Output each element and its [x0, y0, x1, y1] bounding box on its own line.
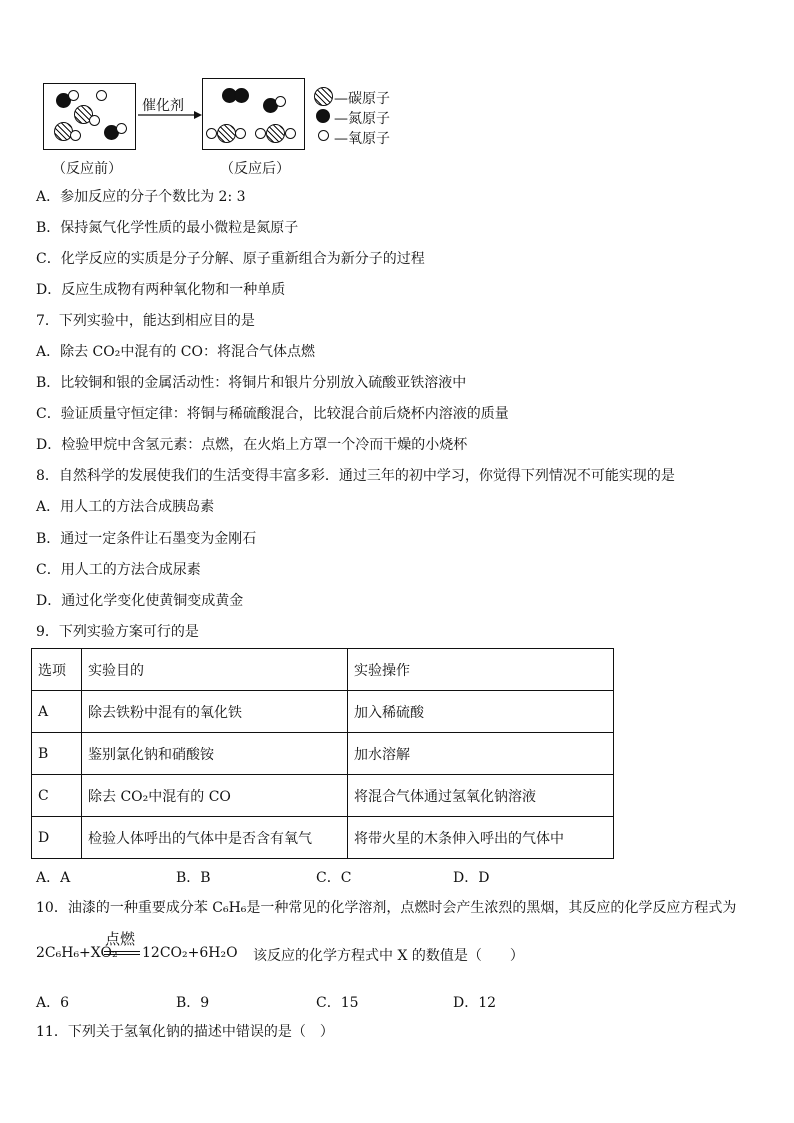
q7-option-a: A．除去 CO₂中混有的 CO：将混合气体点燃 [36, 344, 316, 360]
table-row [32, 817, 614, 859]
table-cell: 除去铁粉中混有的氧化铁 [82, 691, 348, 733]
carbon-atom-legend-icon [314, 87, 333, 106]
arrow-label: 催化剂 [142, 98, 184, 114]
q8-stem: 8．自然科学的发展使我们的生活变得丰富多彩．通过三年的初中学习，你觉得下列情况不可能实现的是 [36, 468, 675, 484]
q7-option-c: C．验证质量守恒定律：将铜与稀硫酸混合，比较混合前后烧杯内溶液的质量 [36, 406, 509, 422]
q7-option-b: B．比较铜和银的金属活动性：将铜片和银片分别放入硫酸亚铁溶液中 [36, 375, 467, 391]
table-cell: 鉴别氯化钠和硝酸铵 [82, 733, 348, 775]
q10-choice-c: C．15 [316, 995, 359, 1011]
table-cell: 将混合气体通过氢氧化钠溶液 [348, 775, 614, 817]
q10-stem: 10．油漆的一种重要成分苯 C₆H₆是一种常见的化学溶剂，点燃时会产生浓烈的黑烟，其反应的化学反应方程式为 [36, 900, 737, 916]
oxygen-atom [68, 90, 79, 101]
arrow-icon [138, 110, 202, 120]
q11-stem: 11．下列关于氢氧化钠的描述中错误的是（ ） [36, 1024, 334, 1040]
q9-choice-d: D．D [453, 870, 490, 886]
q9-choice-a: A．A [36, 870, 71, 886]
oxygen-atom [235, 128, 246, 139]
oxygen-atom [116, 123, 127, 134]
q6-option-a: A．参加反应的分子个数比为 2: 3 [36, 189, 246, 205]
q6-option-c: C．化学反应的实质是分子分解、原子重新组合为新分子的过程 [36, 251, 425, 267]
equation-reactants: 2C₆H₆+XO₂ [36, 945, 118, 961]
legend-carbon: —碳原子 [334, 91, 390, 107]
q9-table [31, 648, 614, 859]
q9-choice-c: C．C [316, 870, 352, 886]
oxygen-atom [70, 130, 81, 141]
table-header-row [32, 649, 614, 691]
reaction-condition: 点燃 [105, 930, 136, 948]
q10-choice-b: B．9 [176, 995, 210, 1011]
q10-choice-a: A．6 [36, 995, 70, 1011]
oxygen-atom [96, 90, 107, 101]
oxygen-atom-legend-icon [318, 130, 329, 141]
table-cell: 加入稀硫酸 [348, 691, 614, 733]
table-header-cell: 实验操作 [348, 649, 614, 691]
table-cell: B [32, 733, 82, 775]
table-cell: A [32, 691, 82, 733]
q8-option-b: B．通过一定条件让石墨变为金刚石 [36, 531, 257, 547]
oxygen-atom [89, 115, 100, 126]
table-cell: 加水溶解 [348, 733, 614, 775]
legend-oxygen: —氧原子 [334, 131, 390, 147]
table-cell: D [32, 817, 82, 859]
oxygen-atom [206, 128, 217, 139]
q10-tail: 该反应的化学方程式中 X 的数值是（ ） [253, 948, 524, 964]
q6-option-d: D．反应生成物有两种氧化物和一种单质 [36, 282, 286, 298]
q6-option-b: B．保持氮气化学性质的最小微粒是氮原子 [36, 220, 299, 236]
table-header-cell: 实验目的 [82, 649, 348, 691]
after-reaction-box [202, 78, 305, 150]
table-cell: 将带火星的木条伸入呼出的气体中 [348, 817, 614, 859]
legend-nitrogen: —氮原子 [334, 111, 390, 127]
oxygen-atom [275, 96, 286, 107]
after-caption: （反应后） [220, 161, 290, 177]
table-row [32, 733, 614, 775]
oxygen-atom [285, 128, 296, 139]
before-reaction-box [43, 83, 136, 150]
q9-stem: 9．下列实验方案可行的是 [36, 624, 199, 640]
table-cell: C [32, 775, 82, 817]
table-cell: 检验人体呼出的气体中是否含有氧气 [82, 817, 348, 859]
q10-choice-d: D．12 [453, 995, 497, 1011]
q8-option-a: A．用人工的方法合成胰岛素 [36, 499, 215, 515]
table-row [32, 775, 614, 817]
q7-stem: 7．下列实验中，能达到相应目的是 [36, 313, 255, 329]
table-cell: 除去 CO₂中混有的 CO [82, 775, 348, 817]
equals-bar [104, 954, 140, 955]
q8-option-c: C．用人工的方法合成尿素 [36, 562, 201, 578]
before-caption: （反应前） [52, 161, 122, 177]
equation-products: 12CO₂+6H₂O [142, 945, 238, 961]
carbon-atom [266, 124, 285, 143]
q8-option-d: D．通过化学变化使黄铜变成黄金 [36, 593, 244, 609]
oxygen-atom [255, 128, 266, 139]
equals-bar [104, 951, 140, 952]
nitrogen-atom-legend-icon [316, 109, 330, 123]
q7-option-d: D．检验甲烷中含氢元素：点燃，在火焰上方罩一个冷而干燥的小烧杯 [36, 437, 468, 453]
nitrogen-atom [234, 88, 249, 103]
q9-choice-b: B．B [176, 870, 211, 886]
table-row [32, 691, 614, 733]
table-header-cell: 选项 [32, 649, 82, 691]
carbon-atom [217, 124, 236, 143]
